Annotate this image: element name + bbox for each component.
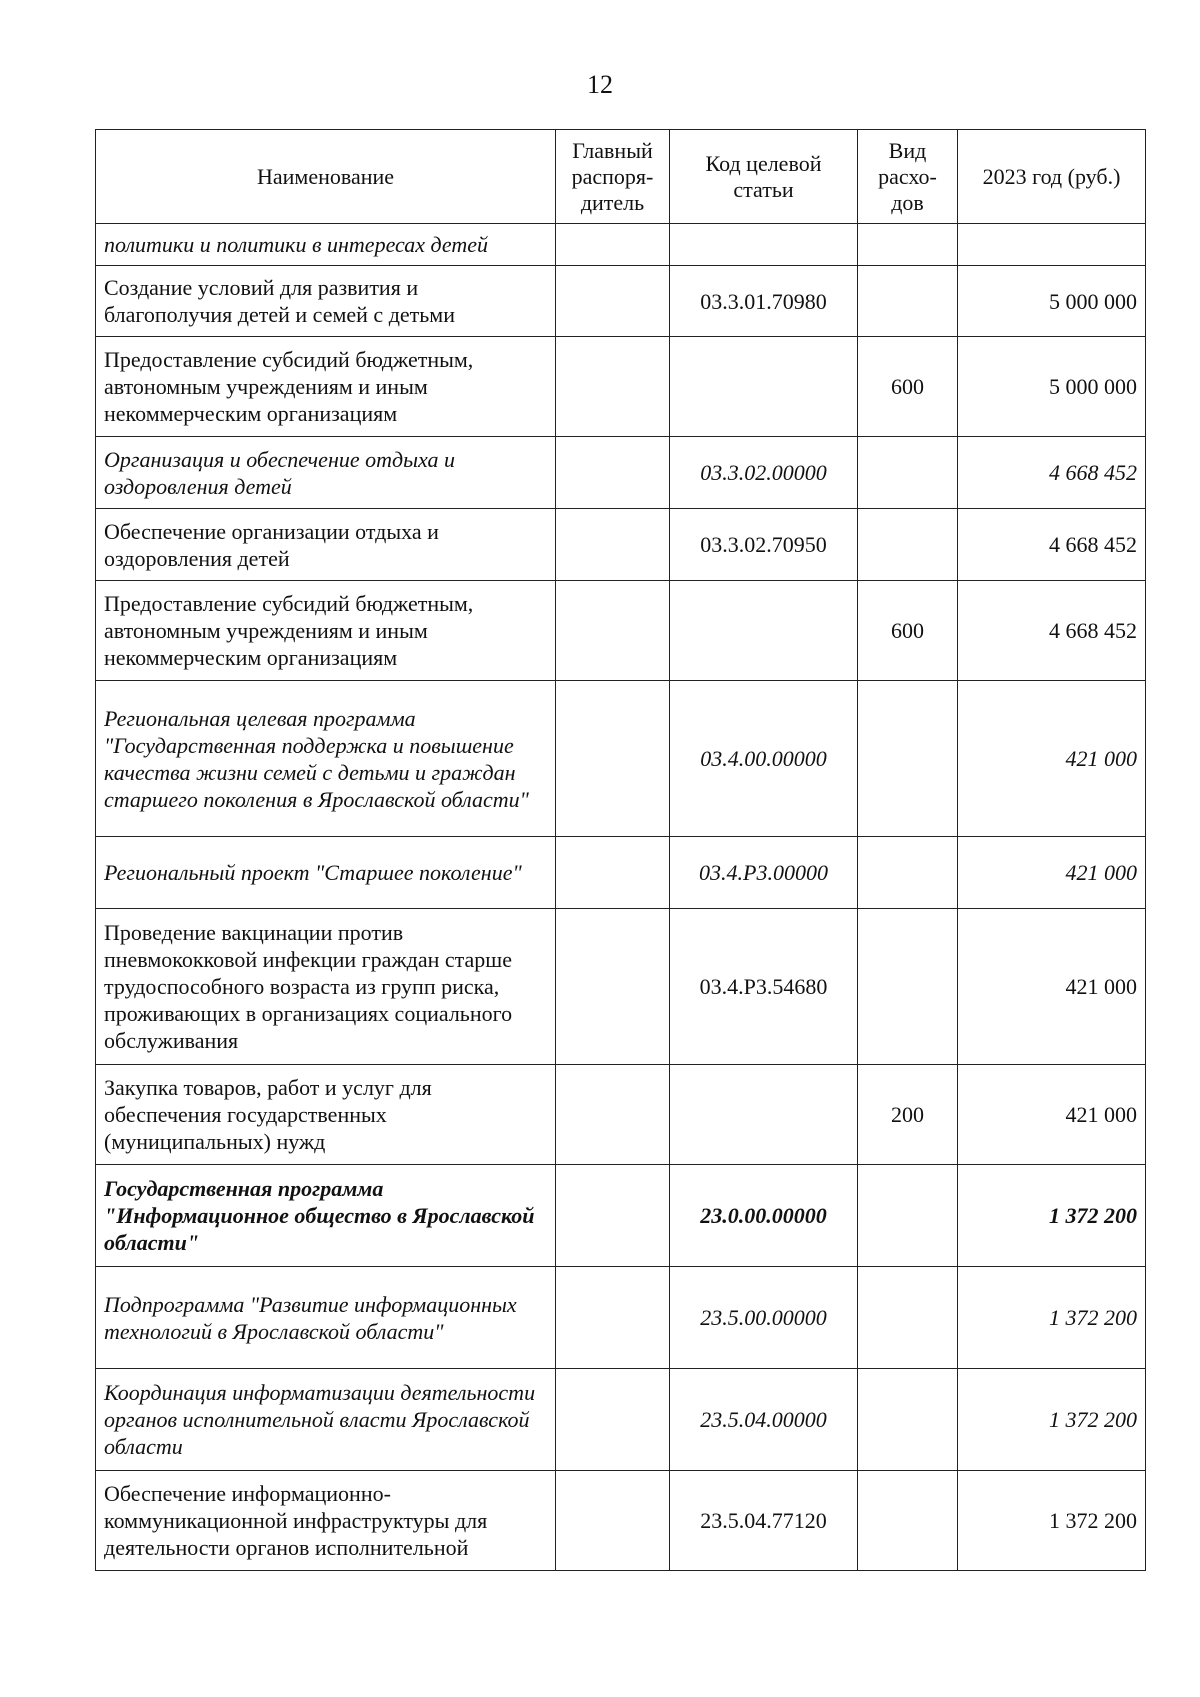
table-row [96,1369,1146,1471]
row-manager [556,909,670,1065]
row-code [670,1065,858,1165]
row-name: Региональная целевая программа "Государственная поддержка и повышение качества жизни семей с детьми и граждан старшего поколения в Ярославской области" [96,681,556,837]
row-amount: 5 000 000 [958,266,1146,337]
row-amount: 5 000 000 [958,337,1146,437]
row-manager [556,224,670,266]
row-name: Координация информатизации деятельности органов исполнительной власти Ярославской области [96,1369,556,1471]
row-code: 03.4.Р3.54680 [670,909,858,1065]
row-kind [858,1267,958,1369]
budget-table [95,129,1146,1571]
row-manager [556,266,670,337]
row-name: политики и политики в интересах детей [96,224,556,266]
row-code: 23.5.04.00000 [670,1369,858,1471]
row-manager [556,1369,670,1471]
row-kind [858,837,958,909]
row-code: 03.4.00.00000 [670,681,858,837]
header-name: Наименование [96,130,556,224]
row-amount: 4 668 452 [958,581,1146,681]
row-code [670,581,858,681]
row-amount: 1 372 200 [958,1165,1146,1267]
row-manager [556,337,670,437]
row-kind: 600 [858,337,958,437]
header-manager: Главный распоря-дитель [556,130,670,224]
row-kind [858,909,958,1065]
row-name: Предоставление субсидий бюджетным, автономным учреждениям и иным некоммерческим организациям [96,581,556,681]
table-row [96,1165,1146,1267]
table-row [96,837,1146,909]
row-amount: 421 000 [958,909,1146,1065]
row-code: 23.5.00.00000 [670,1267,858,1369]
row-manager [556,1065,670,1165]
row-amount: 4 668 452 [958,437,1146,509]
table-header-row [96,130,1146,224]
header-amount: 2023 год (руб.) [958,130,1146,224]
row-kind [858,1471,958,1571]
row-code: 03.3.02.00000 [670,437,858,509]
row-code: 23.5.04.77120 [670,1471,858,1571]
row-kind: 600 [858,581,958,681]
row-amount [958,224,1146,266]
table-row [96,909,1146,1065]
row-name: Закупка товаров, работ и услуг для обеспечения государственных (муниципальных) нужд [96,1065,556,1165]
row-kind [858,266,958,337]
row-amount: 1 372 200 [958,1471,1146,1571]
page-number: 12 [587,70,613,99]
row-code: 03.3.02.70950 [670,509,858,581]
row-kind [858,1165,958,1267]
row-manager [556,837,670,909]
row-amount: 421 000 [958,837,1146,909]
row-code: 03.3.01.70980 [670,266,858,337]
row-manager [556,681,670,837]
row-name: Подпрограмма "Развитие информационных технологий в Ярославской области" [96,1267,556,1369]
row-kind: 200 [858,1065,958,1165]
header-code: Код целевой статьи [670,130,858,224]
table-row [96,1471,1146,1571]
row-manager [556,509,670,581]
row-name: Государственная программа "Информационное общество в Ярославской области" [96,1165,556,1267]
row-name: Региональный проект "Старшее поколение" [96,837,556,909]
row-kind [858,681,958,837]
table-row [96,266,1146,337]
row-amount: 4 668 452 [958,509,1146,581]
row-amount: 421 000 [958,1065,1146,1165]
row-kind [858,1369,958,1471]
row-amount: 421 000 [958,681,1146,837]
row-manager [556,437,670,509]
row-amount: 1 372 200 [958,1369,1146,1471]
table-row [96,581,1146,681]
row-kind [858,224,958,266]
row-amount: 1 372 200 [958,1267,1146,1369]
row-name: Предоставление субсидий бюджетным, автономным учреждениям и иным некоммерческим организациям [96,337,556,437]
row-manager [556,1267,670,1369]
header-kind: Вид расхо-дов [858,130,958,224]
row-name: Проведение вакцинации против пневмококковой инфекции граждан старше трудоспособного возраста из групп риска, проживающих в организациях социального обслуживания [96,909,556,1065]
row-code: 23.0.00.00000 [670,1165,858,1267]
row-name: Обеспечение организации отдыха и оздоровления детей [96,509,556,581]
row-name: Обеспечение информационно-коммуникационной инфраструктуры для деятельности органов исполнительной [96,1471,556,1571]
row-name: Организация и обеспечение отдыха и оздоровления детей [96,437,556,509]
table-row [96,224,1146,266]
row-code: 03.4.Р3.00000 [670,837,858,909]
table-row [96,509,1146,581]
row-manager [556,581,670,681]
row-code [670,337,858,437]
table-row [96,437,1146,509]
row-manager [556,1165,670,1267]
row-kind [858,509,958,581]
table-row [96,337,1146,437]
table-row [96,1267,1146,1369]
row-kind [858,437,958,509]
table-row [96,681,1146,837]
row-manager [556,1471,670,1571]
row-name: Создание условий для развития и благополучия детей и семей с детьми [96,266,556,337]
row-code [670,224,858,266]
table-row [96,1065,1146,1165]
